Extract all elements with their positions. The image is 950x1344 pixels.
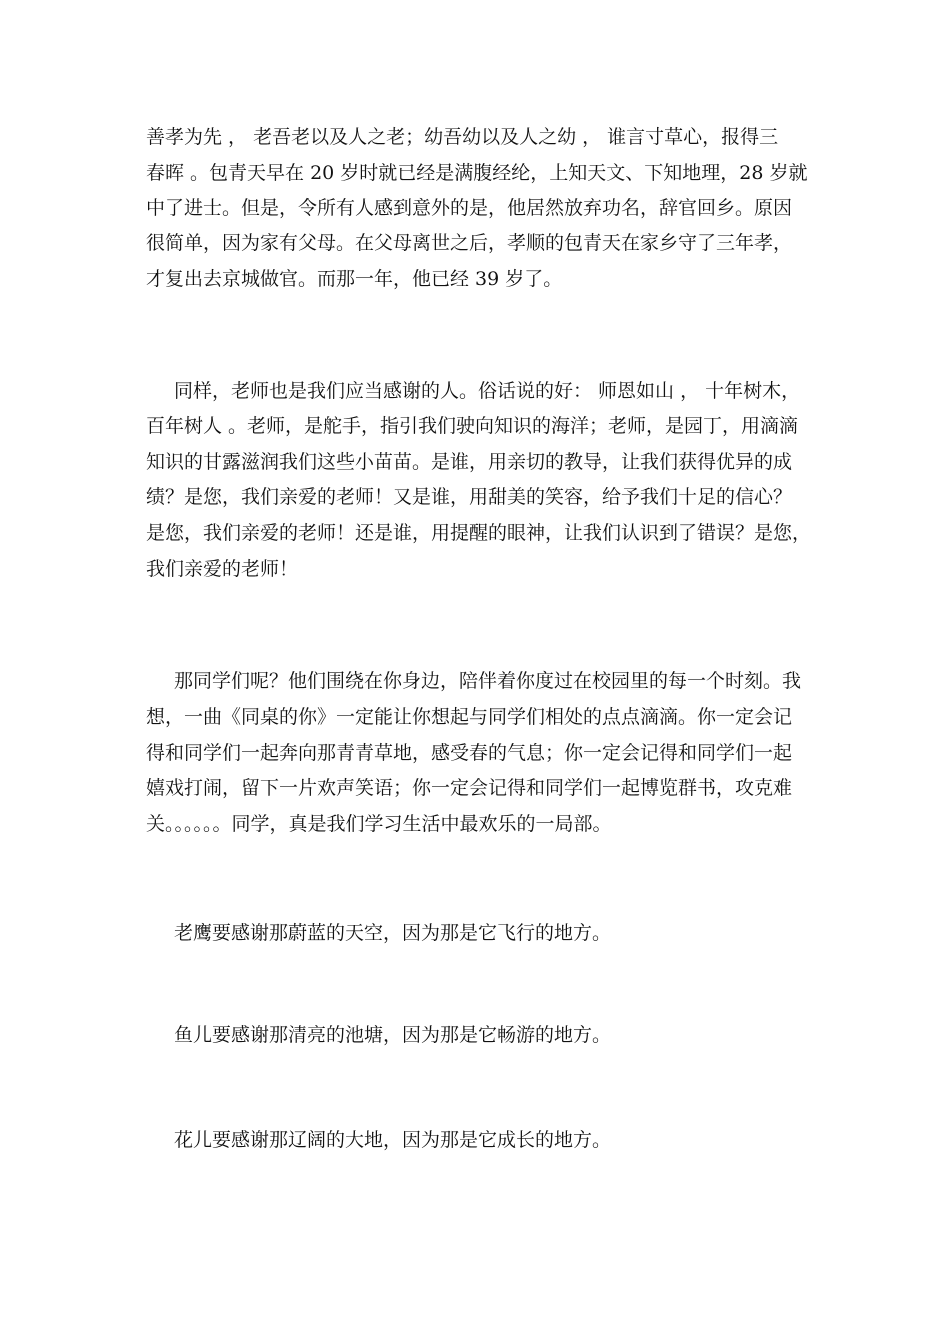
- text-line: 同样，老师也是我们应当感谢的人。俗话说的好： 师恩如山 ， 十年树木，: [174, 380, 801, 402]
- text-line: 是您，我们亲爱的老师！还是谁，用提醒的眼神，让我们认识到了错误？是您，: [146, 522, 812, 544]
- text-line: 很简单，因为家有父母。在父母离世之后，孝顺的包青天在家乡守了三年孝，: [146, 232, 793, 254]
- text-line: 嬉戏打闹，留下一片欢声笑语；你一定会记得和同学们一起博览群书，攻克难: [146, 777, 793, 799]
- text-line: 关。。。。。。同学，真是我们学习生活中最欢乐的一局部。: [146, 813, 612, 835]
- text-line: 善孝为先 ， 老吾老以及人之老；幼吾幼以及人之幼 ， 谁言寸草心，报得三: [146, 126, 779, 148]
- text-line: 想，一曲《同桌的你》一定能让你想起与同学们相处的点点滴滴。你一定会记: [146, 706, 793, 728]
- text-line: 那同学们呢？他们围绕在你身边，陪伴着你度过在校园里的每一个时刻。我: [174, 670, 802, 692]
- text-line: 我们亲爱的老师！: [146, 558, 299, 580]
- text-line: 春晖 。包青天早在 20 岁时就已经是满腹经纶，上知天文、下知地理，28 岁就: [146, 162, 808, 184]
- text-line: 鱼儿要感谢那清亮的池塘，因为那是它畅游的地方。: [174, 1024, 612, 1046]
- text-line: 花儿要感谢那辽阔的大地，因为那是它成长的地方。: [174, 1129, 612, 1151]
- text-line: 绩？是您，我们亲爱的老师！又是谁，用甜美的笑容，给予我们十足的信心？: [146, 486, 793, 508]
- text-line: 知识的甘露滋润我们这些小苗苗。是谁，用亲切的教导，让我们获得优异的成: [146, 451, 793, 473]
- text-line: 百年树人 。老师，是舵手，指引我们驶向知识的海洋；老师，是园丁，用滴滴: [146, 415, 799, 437]
- text-line: 得和同学们一起奔向那青青草地，感受春的气息；你一定会记得和同学们一起: [146, 742, 793, 764]
- text-line: 中了进士。但是，令所有人感到意外的是，他居然放弃功名，辞官回乡。原因: [146, 197, 793, 219]
- text-line: 才复出去京城做官。而那一年，他已经 39 岁了。: [146, 268, 563, 290]
- text-line: 老鹰要感谢那蔚蓝的天空，因为那是它飞行的地方。: [174, 922, 612, 944]
